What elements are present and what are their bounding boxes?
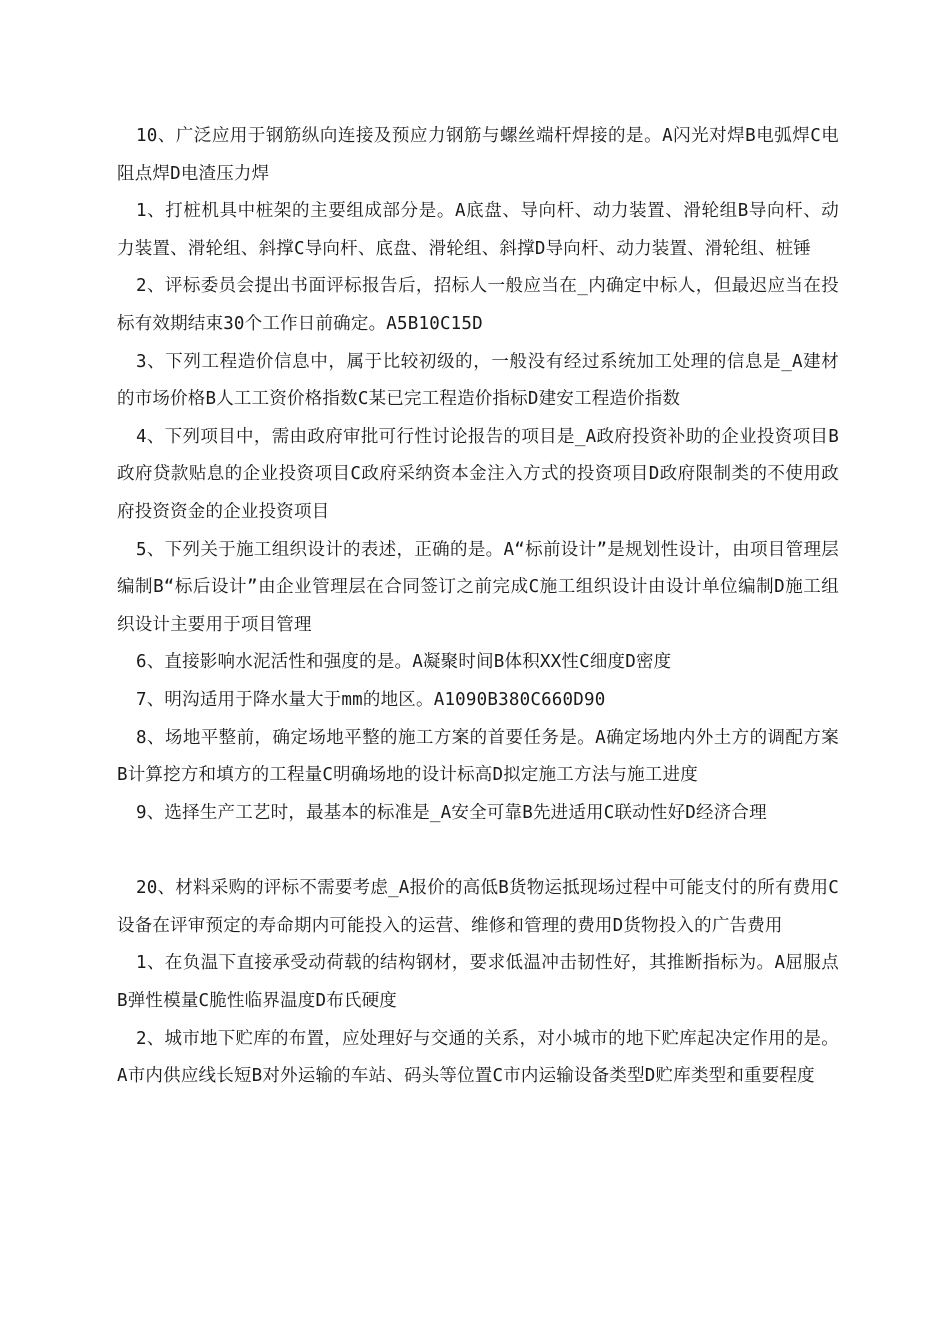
question-paragraph: 5、下列关于施工组织设计的表述，正确的是。A“标前设计”是规划性设计，由项目管理层编制B“标后设计”由企业管理层在合同签订之前完成C施工组织设计由设计单位编制D施工组织设计主要用于项目管理 [117,539,839,635]
document-body [117,118,839,1096]
question-paragraph: 10、广泛应用于钢筋纵向连接及预应力钢筋与螺丝端杆焊接的是。A闪光对焊B电弧焊C电阻点焊D电渣压力焊 [117,126,839,184]
section-spacer [117,832,839,870]
question-paragraph: 4、下列项目中，需由政府审批可行性讨论报告的项目是_A政府投资补助的企业投资项目B政府贷款贴息的企业投资项目C政府采纳资本金注入方式的投资项目D政府限制类的不使用政府投资资金的企业投资项目 [117,426,839,522]
question-paragraph: 9、选择生产工艺时，最基本的标准是_A安全可靠B先进适用C联动性好D经济合理 [136,802,767,823]
question-paragraph: 2、城市地下贮库的布置，应处理好与交通的关系，对小城市的地下贮库起决定作用的是。A市内供应线长短B对外运输的车站、码头等位置C市内运输设备类型D贮库类型和重要程度 [117,1028,839,1087]
question-paragraph: 1、在负温下直接承受动荷载的结构钢材，要求低温冲击韧性好，其推断指标为。A屈服点B弹性模量C脆性临界温度D布氏硬度 [117,953,839,1012]
question-paragraph: 1、打桩机具中桩架的主要组成部分是。A底盘、导向杆、动力装置、滑轮组B导向杆、动力装置、滑轮组、斜撑C导向杆、底盘、滑轮组、斜撑D导向杆、动力装置、滑轮组、桩锤 [117,201,839,259]
question-paragraph: 6、直接影响水泥活性和强度的是。A凝聚时间B体积XX性C细度D密度 [136,652,672,673]
question-paragraph: 2、评标委员会提出书面评标报告后，招标人一般应当在_内确定中标人，但最迟应当在投标有效期结束30个工作日前确定。A5B10C15D [117,276,839,334]
question-paragraph: 8、场地平整前，确定场地平整的施工方案的首要任务是。A确定场地内外土方的调配方案B计算挖方和填方的工程量C明确场地的设计标高D拟定施工方法与施工进度 [117,727,839,786]
question-paragraph: 3、下列工程造价信息中，属于比较初级的，一般没有经过系统加工处理的信息是_A建材的市场价格B人工工资价格指数C某已完工程造价指标D建安工程造价指数 [117,351,839,410]
question-paragraph: 20、材料采购的评标不需要考虑_A报价的高低B货物运抵现场过程中可能支付的所有费用C设备在评审预定的寿命期内可能投入的运营、维修和管理的费用D货物投入的广告费用 [117,878,839,936]
question-paragraph: 7、明沟适用于降水量大于mm的地区。A1090B380C660D90 [136,689,606,710]
